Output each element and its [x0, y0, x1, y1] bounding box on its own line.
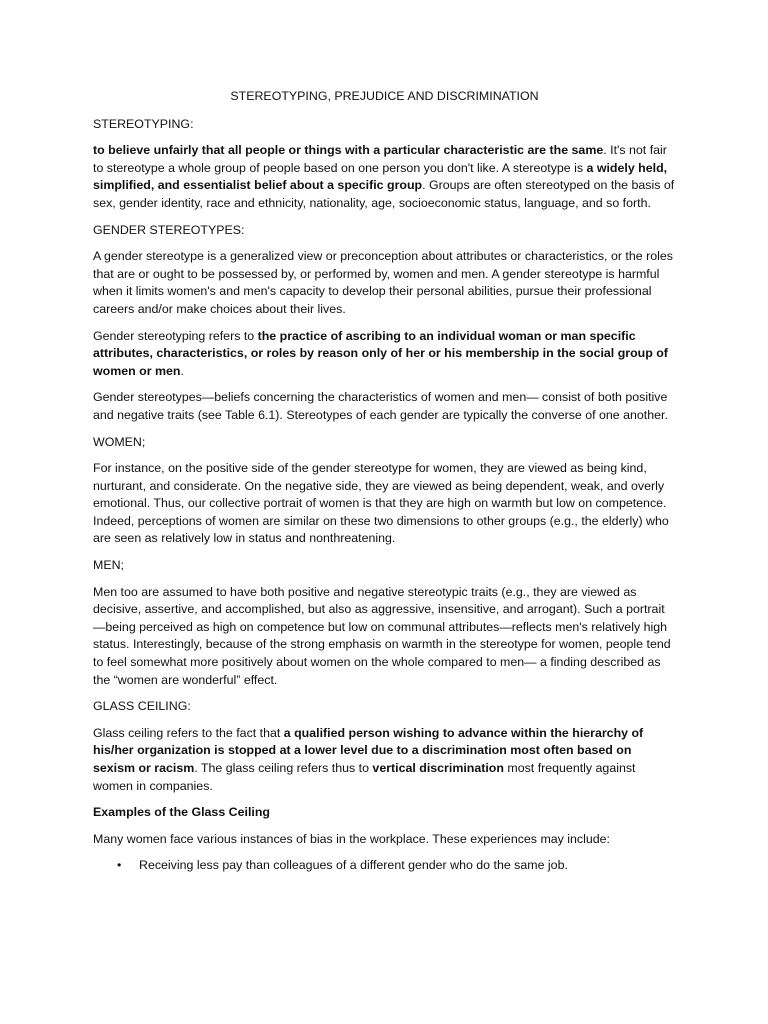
examples-intro: Many women face various instances of bias in the workplace. These experiences may include:	[93, 831, 611, 846]
section-heading-glass-ceiling: GLASS CEILING:	[93, 699, 191, 714]
glass-ceiling-paragraph: Glass ceiling refers to the fact that a qualified person wishing to advance within the hierarchy of his/her organization is stopped at a lower level due to a discrimination most often based on sexism or racism. The glass ceiling refers thus to vertical discrimination most frequently against women in companies.	[93, 725, 644, 793]
list-item: • Receiving less pay than colleagues of a different gender who do the same job.	[139, 857, 676, 875]
section-heading-men: MEN;	[93, 558, 124, 573]
bullet-icon: •	[117, 858, 122, 873]
section-heading-stereotyping: STEREOTYPING:	[93, 116, 194, 131]
examples-list	[93, 857, 676, 875]
section-heading-gender-stereotypes: GENDER STEREOTYPES:	[93, 222, 245, 237]
section-heading-women: WOMEN;	[93, 434, 146, 449]
document-title: STEREOTYPING, PREJUDICE AND DISCRIMINATION	[230, 89, 539, 103]
stereotyping-paragraph: to believe unfairly that all people or things with a particular characteristic are the same. It's not fair to stereotype a whole group of people based on one person you don't like. A stereotype is a widely held, simplified, and essentialist belief about a specific group. Groups are often stereotyped on the basis of sex, gender identity, race and ethnicity, nationality, age, socioeconomic status, language, and so forth.	[93, 143, 675, 210]
women-paragraph: For instance, on the positive side of the gender stereotype for women, they are viewed as being kind, nurturant, and considerate. On the negative side, they are viewed as being dependent, weak, and overly emotional. Thus, our collective portrait of women is that they are high on warmth but low on competence. Indeed, perceptions of women are similar on these two dimensions to other groups (e.g., the elderly) who are seen as relatively low in status and nonthreatening.	[93, 461, 669, 546]
gender-paragraph-3: Gender stereotypes—beliefs concerning the characteristics of women and men— consist of both positive and negative traits (see Table 6.1). Stereotypes of each gender are typically the converse of one another.	[93, 390, 668, 422]
examples-heading: Examples of the Glass Ceiling	[93, 805, 270, 820]
men-paragraph: Men too are assumed to have both positive and negative stereotypic traits (e.g., they are viewed as decisive, assertive, and accomplished, but also as aggressive, insensitive, and arrogant). Such a portrait—being perceived as high on competence but low on communal attributes—reflects men's relatively high status. Interestingly, because of the strong emphasis on warmth in the stereotype for women, people tend to feel somewhat more positively about women on the whole compared to men— a finding described as the “women are wonderful” effect.	[93, 584, 671, 687]
gender-paragraph-1: A gender stereotype is a generalized view or preconception about attributes or characteristics, or the roles that are or ought to be possessed by, or performed by, women and men. A gender stereotype is harmful when it limits women's and men's capacity to develop their personal abilities, pursue their professional careers and/or make choices about their lives.	[93, 249, 673, 316]
gender-paragraph-2: Gender stereotyping refers to the practice of ascribing to an individual woman or man specific attributes, characteristics, or roles by reason only of her or his membership in the social group of women or men.	[93, 328, 668, 378]
